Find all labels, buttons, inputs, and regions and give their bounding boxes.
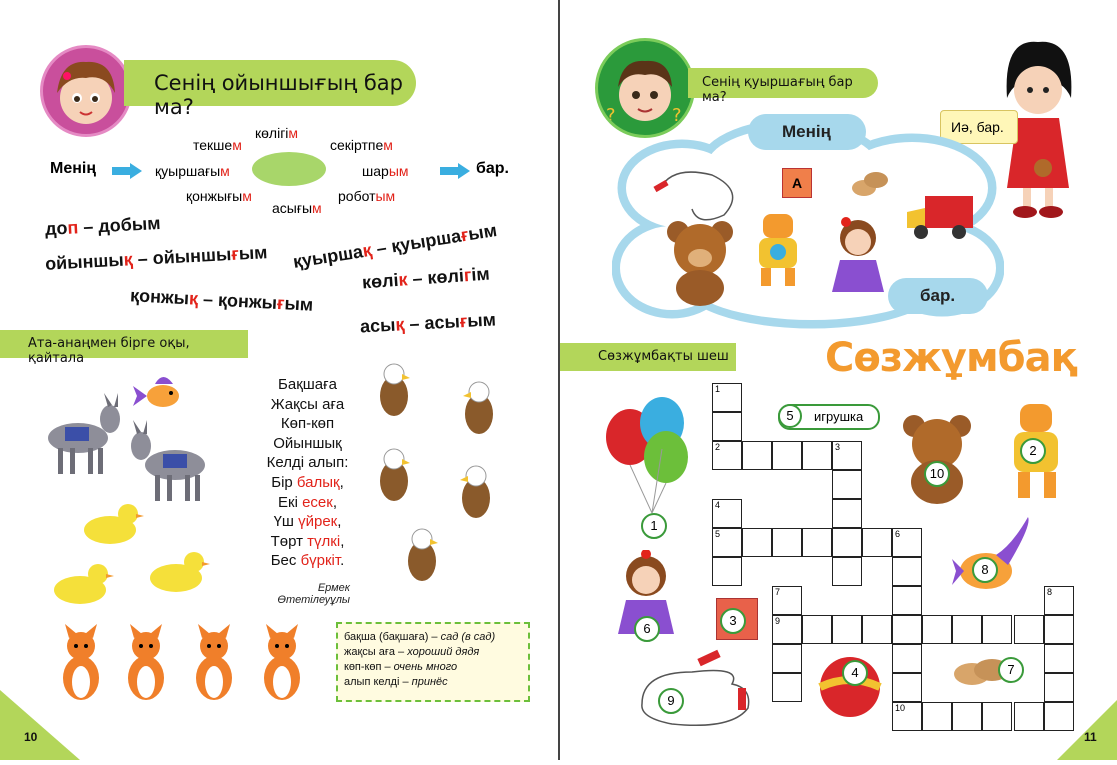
crossword-cell[interactable] xyxy=(802,615,832,644)
word-option: қуыршағым xyxy=(155,163,230,179)
crossword-cell[interactable]: 8 xyxy=(1044,586,1074,615)
crossword-cell[interactable] xyxy=(922,702,952,731)
word-option: асығым xyxy=(272,200,322,216)
crossword-cell[interactable] xyxy=(712,557,742,586)
clue-number: 9 xyxy=(658,688,684,714)
hint-word: игрушка xyxy=(814,409,864,424)
fox-illustration xyxy=(256,622,308,709)
word-pair: асық – асығым xyxy=(359,309,497,337)
crossword-cell[interactable] xyxy=(832,615,862,644)
arrow-right-icon xyxy=(440,163,470,184)
donkey-illustration xyxy=(125,420,220,510)
crossword-cell[interactable] xyxy=(832,470,862,499)
crossword-cell[interactable] xyxy=(952,702,982,731)
word-pair: қонжық – қонжығым xyxy=(129,285,314,315)
girl-avatar xyxy=(40,45,132,137)
crossword-cell[interactable] xyxy=(892,644,922,673)
crossword-cell[interactable] xyxy=(892,557,922,586)
crossword-cell[interactable] xyxy=(1014,702,1044,731)
word-pair: қуыршақ – қуыршағым xyxy=(291,220,499,272)
poem-line: Келді алып: xyxy=(266,454,349,472)
clue-number: 7 xyxy=(998,657,1024,683)
poem-line: Бақшаға xyxy=(278,376,337,393)
crossword-cell[interactable] xyxy=(892,615,922,644)
crossword-cell[interactable] xyxy=(922,615,952,644)
cloud-start-word: Менің xyxy=(782,122,831,141)
left-section-title-text: Ата-анаңмен бірге оқы, қайтала xyxy=(28,336,190,366)
crossword-cell[interactable]: 2 xyxy=(712,441,742,470)
glossary-line: алып келді – принёс xyxy=(344,676,448,688)
cloud-end-word: бар. xyxy=(920,286,956,305)
clue-number: 3 xyxy=(720,608,746,634)
crossword-cell[interactable] xyxy=(712,412,742,441)
crossword-cell[interactable] xyxy=(832,499,862,528)
right-section-title-text: Сөзжұмбақты шеш xyxy=(598,349,729,364)
glossary-line: көп-көп – очень много xyxy=(344,661,458,673)
crossword-cell[interactable] xyxy=(1044,615,1074,644)
crossword-cell[interactable] xyxy=(892,586,922,615)
eagle-illustration xyxy=(372,445,418,514)
crossword-cell[interactable] xyxy=(742,441,772,470)
right-heading-text: Сенің қуыршағың бар ма? xyxy=(702,75,853,105)
eagle-illustration xyxy=(452,462,498,531)
crossword-cell[interactable]: 5 xyxy=(712,528,742,557)
robot-illustration xyxy=(745,210,811,295)
hint-pill xyxy=(778,404,880,430)
poem-author: Ермек Өтетілеуұлы xyxy=(277,582,350,606)
crossword-cell[interactable] xyxy=(1044,644,1074,673)
page-number: 11 xyxy=(1084,730,1097,744)
clue-number: 10 xyxy=(924,461,950,487)
crossword-cell[interactable] xyxy=(862,528,892,557)
bear-illustration xyxy=(662,218,740,313)
crossword-cell[interactable] xyxy=(802,441,832,470)
clue-number: 6 xyxy=(634,616,660,642)
svg-text:?: ? xyxy=(606,105,616,126)
duck-illustration xyxy=(52,560,114,611)
poem-line: Бес бүркіт. xyxy=(270,552,345,570)
fox-illustration xyxy=(188,622,240,709)
poem-line: Үш үйрек, xyxy=(273,513,342,531)
page-corner xyxy=(0,690,80,765)
crossword-cell[interactable] xyxy=(772,441,802,470)
crossword-cell[interactable] xyxy=(1014,615,1044,644)
poem-line: Бір балық, xyxy=(271,473,344,491)
crossword-cell[interactable] xyxy=(772,528,802,557)
crossword-cell[interactable] xyxy=(892,673,922,702)
doll-illustration xyxy=(826,216,892,307)
crossword-cell[interactable] xyxy=(772,673,802,702)
crossword-cell[interactable] xyxy=(772,644,802,673)
glossary-line: бақша (бақшаға) – сад (в сад) xyxy=(344,631,496,643)
word-pair: доп – добым xyxy=(44,212,161,240)
poem-line: Екі есек, xyxy=(278,493,337,511)
crossword-cell[interactable]: 6 xyxy=(892,528,922,557)
sentence-end: бар. xyxy=(476,160,509,177)
crossword-cell[interactable] xyxy=(862,615,892,644)
glossary-box xyxy=(336,622,530,702)
crossword-cell[interactable]: 7 xyxy=(772,586,802,615)
balloons-illustration xyxy=(600,395,696,530)
crossword-cell[interactable]: 4 xyxy=(712,499,742,528)
page-number: 10 xyxy=(24,730,38,744)
crossword-cell[interactable]: 3 xyxy=(832,441,862,470)
left-section-title xyxy=(0,330,248,366)
clue-number: 2 xyxy=(1020,438,1046,464)
fox-illustration xyxy=(120,622,172,709)
word-option: көлігім xyxy=(255,125,299,141)
word-option: қонжығым xyxy=(186,188,252,204)
crossword-cell[interactable] xyxy=(832,557,862,586)
crossword-cell[interactable]: 9 xyxy=(772,615,802,644)
svg-text:?: ? xyxy=(672,105,682,126)
crossword-cell[interactable]: 10 xyxy=(892,702,922,731)
duck-illustration xyxy=(148,548,210,599)
book-spine xyxy=(558,0,560,760)
sentence-center-oval xyxy=(252,152,326,186)
crossword-cell[interactable] xyxy=(802,528,832,557)
word-pair: ойыншық – ойыншығым xyxy=(44,242,268,274)
hint-number: 5 xyxy=(778,404,802,428)
poem xyxy=(255,375,360,571)
poem-line: Көп-көп xyxy=(280,415,335,433)
poem-line: Ойыншық xyxy=(273,434,342,452)
word-option: секіртпем xyxy=(330,137,393,153)
word-option: роботым xyxy=(338,188,396,204)
left-heading-text: Сенің ойыншығың бар ма? xyxy=(154,71,403,119)
fish-illustration xyxy=(133,368,183,423)
clue-number: 1 xyxy=(641,513,667,539)
poem-line: Төрт түлкі, xyxy=(270,532,345,550)
left-page-heading xyxy=(124,60,416,119)
word-pair: көлік – көлігім xyxy=(361,263,491,293)
crossword-cell[interactable] xyxy=(982,615,1012,644)
eagle-illustration xyxy=(455,378,501,447)
crossword-cell[interactable] xyxy=(832,528,862,557)
poem-line: Жақсы аға xyxy=(270,395,345,413)
duck-illustration xyxy=(82,500,144,551)
eagle-illustration xyxy=(400,525,446,594)
glossary-line: жақсы аға – хороший дядя xyxy=(344,646,480,658)
word-option: текшем xyxy=(193,137,242,153)
jump-rope-illustration xyxy=(632,648,772,733)
arrow-right-icon xyxy=(112,163,142,184)
right-page-heading xyxy=(688,68,878,105)
word-option: шарым xyxy=(362,163,409,179)
crossword-cell[interactable] xyxy=(1044,673,1074,702)
knucklebones-illustration xyxy=(850,168,890,207)
right-section-title xyxy=(560,343,736,371)
donkey-illustration xyxy=(30,393,125,483)
puzzle-title: Сөзжұмбақ xyxy=(825,335,1077,381)
sentence-start: Менің xyxy=(50,160,96,177)
clue-number: 8 xyxy=(972,557,998,583)
clue-number: 4 xyxy=(842,660,868,686)
crossword-cell[interactable]: 1 xyxy=(712,383,742,412)
truck-illustration xyxy=(905,192,977,253)
crossword-cell[interactable] xyxy=(742,528,772,557)
block-illustration: A xyxy=(782,168,812,198)
eagle-illustration xyxy=(372,360,418,429)
crossword-cell[interactable] xyxy=(952,615,982,644)
speech-text: Иә, бар. xyxy=(951,119,1004,135)
crossword-cell[interactable] xyxy=(982,702,1012,731)
